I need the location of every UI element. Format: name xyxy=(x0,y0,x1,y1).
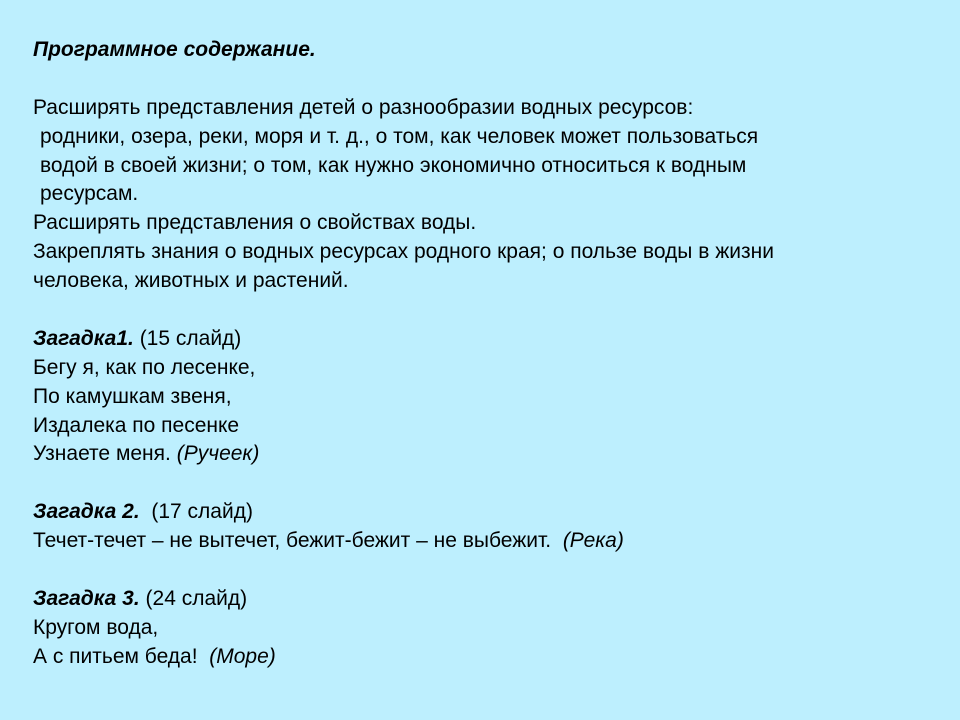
spacer xyxy=(33,65,960,94)
riddle1-line: Издалека по песенке xyxy=(33,413,240,437)
riddle2-text: Течет-течет – не вытечет, бежит-бежит – не выбежит. xyxy=(33,529,563,553)
riddle2-slide-ref: (17 слайд) xyxy=(139,500,253,524)
riddle1-heading xyxy=(33,325,960,354)
program-line: родники, озера, реки, моря и т. д., о том, как человек может пользоваться xyxy=(40,124,759,148)
program-line: Расширять представления о свойствах воды. xyxy=(33,211,477,235)
spacer xyxy=(33,296,960,325)
spacer xyxy=(33,556,960,585)
program-line: человека, животных и растений. xyxy=(33,269,349,293)
riddle2-heading xyxy=(33,498,960,527)
riddle1-slide-ref: (15 слайд) xyxy=(133,326,242,350)
riddle3-title: Загадка 3. xyxy=(33,586,140,610)
spacer xyxy=(33,469,960,498)
riddle3-line: Кругом вода, xyxy=(33,615,159,639)
program-heading: Программное содержание. xyxy=(33,38,316,61)
program-line: Закреплять знания о водных ресурсах родного края; о пользе воды в жизни xyxy=(33,240,774,264)
riddle3-answer: (Море) xyxy=(209,644,276,668)
program-line: Расширять представления детей о разнообразии водных ресурсов: xyxy=(33,95,694,119)
riddle2-title: Загадка 2. xyxy=(33,500,140,524)
riddle3-slide-ref: (24 слайд) xyxy=(139,586,248,610)
riddle2-answer: (Река) xyxy=(562,529,624,553)
riddle1-answer: (Ручеек) xyxy=(176,442,260,466)
riddle3-text: А с питьем беда! xyxy=(33,644,210,668)
riddle1-line xyxy=(33,440,960,469)
program-line: водой в своей жизни; о том, как нужно экономично относиться к водным xyxy=(40,153,747,177)
riddle1-last-line: Узнаете меня. xyxy=(33,442,177,466)
riddle1-title: Загадка1. xyxy=(33,326,134,350)
riddle3-line xyxy=(33,643,960,672)
riddle3-heading xyxy=(33,585,960,614)
riddle1-line: Бегу я, как по лесенке, xyxy=(33,355,256,379)
riddle2-line xyxy=(33,527,960,556)
riddle1-line: По камушкам звеня, xyxy=(33,384,232,408)
program-line: ресурсам. xyxy=(40,182,139,206)
